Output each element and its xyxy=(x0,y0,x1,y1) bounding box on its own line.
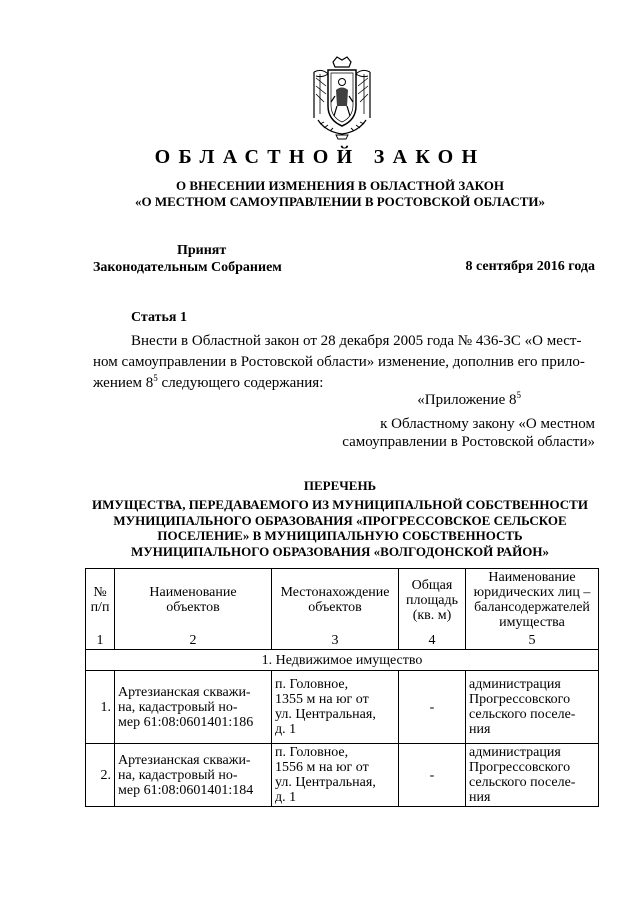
list-heading: ПЕРЕЧЕНЬ xyxy=(303,478,377,493)
cell-text: сельского поселе- xyxy=(469,775,576,790)
header-text: Общая xyxy=(411,577,453,593)
section-row xyxy=(86,650,599,671)
header-cell-number xyxy=(86,569,115,632)
subtitle-line: «О МЕСТНОМ САМОУПРАВЛЕНИИ В РОСТОВСКОЙ ОБЛАСТИ» xyxy=(135,194,545,209)
section-title: 1. Недвижимое имущество xyxy=(86,650,599,671)
cell-text: д. 1 xyxy=(275,722,297,737)
article-text-line: Внести в Областной закон от 28 декабря 2005 года № 436-ЗС «О мест- xyxy=(131,333,582,349)
article-text: жением 8 xyxy=(93,375,154,391)
cell-text: ния xyxy=(469,790,491,805)
appendix-text: самоуправлении в Ростовской области» xyxy=(342,434,595,450)
header-text: Наименование xyxy=(149,585,237,600)
object-area: - xyxy=(399,744,466,807)
list-subtitle-line: ИМУЩЕСТВА, ПЕРЕДАВАЕМОГО ИЗ МУНИЦИПАЛЬНОЙ СОБСТВЕННОСТИ xyxy=(92,497,588,512)
object-location xyxy=(272,744,399,807)
superscript: 5 xyxy=(153,373,158,383)
list-subtitle-line: МУНИЦИПАЛЬНОГО ОБРАЗОВАНИЯ «ПРОГРЕССОВСКОЕ СЕЛЬСКОЕ xyxy=(113,512,567,528)
cell-text: на, кадастровый но- xyxy=(118,699,238,715)
header-text: п/п xyxy=(90,600,110,615)
article-text-line xyxy=(93,375,323,392)
header-cell-holder xyxy=(466,569,599,632)
cell-text: Артезианская скважи- xyxy=(118,684,251,700)
article-text: следующего содержания: xyxy=(157,375,324,391)
subtitle-line: О ВНЕСЕНИИ ИЗМЕНЕНИЯ В ОБЛАСТНОЙ ЗАКОН xyxy=(176,178,504,193)
adopted-by xyxy=(93,242,282,276)
adoption-date: 8 сентября 2016 года xyxy=(465,259,595,274)
column-number-row xyxy=(86,631,599,650)
table-header-row xyxy=(86,569,599,632)
cell-text: ния xyxy=(469,722,491,737)
header-text: площадь xyxy=(406,592,458,608)
cell-text: Прогрессовского xyxy=(469,760,571,775)
header-text: объектов xyxy=(166,600,220,615)
appendix-text: к Областному закону «О местном xyxy=(380,416,595,432)
object-name xyxy=(115,671,272,744)
cell-text: 1355 м на юг от xyxy=(275,692,369,707)
header-text: № xyxy=(93,585,107,600)
object-location xyxy=(272,671,399,744)
cell-text: на, кадастровый но- xyxy=(118,767,238,783)
cell-text: ул. Центральная, xyxy=(275,775,376,790)
cell-text: п. Головное, xyxy=(275,745,349,760)
column-number: 4 xyxy=(399,631,466,650)
object-name xyxy=(115,744,272,807)
appendix-text: «Приложение 8 xyxy=(417,392,517,408)
column-number: 2 xyxy=(115,631,272,650)
row-number: 1. xyxy=(86,671,115,744)
superscript: 5 xyxy=(516,390,521,400)
cell-text: Прогрессовского xyxy=(469,692,571,707)
list-subtitle-line: ПОСЕЛЕНИЕ» В МУНИЦИПАЛЬНУЮ СОБСТВЕННОСТЬ xyxy=(157,528,523,543)
balance-holder xyxy=(466,671,599,744)
table-row xyxy=(86,671,599,744)
coat-of-arms-emblem xyxy=(306,56,378,140)
column-number: 5 xyxy=(466,631,599,650)
header-cell-area xyxy=(399,569,466,632)
article-text-line: ном самоуправлении в Ростовской области» изменение, дополнив его прило- xyxy=(93,354,585,370)
cell-text: п. Головное, xyxy=(275,677,349,692)
table-row xyxy=(86,744,599,807)
coat-of-arms-icon xyxy=(306,56,378,140)
header-text: Местонахождение xyxy=(280,585,390,600)
header-text: балансодержателей xyxy=(474,600,590,615)
cell-text: сельского поселе- xyxy=(469,707,576,722)
property-table xyxy=(85,568,599,807)
cell-text: д. 1 xyxy=(275,790,297,805)
header-text: имущества xyxy=(499,615,565,630)
row-number: 2. xyxy=(86,744,115,807)
cell-text: 1556 м на юг от xyxy=(275,760,369,775)
adopted-label: Принят xyxy=(177,243,227,258)
header-text: (кв. м) xyxy=(412,607,452,623)
header-text: объектов xyxy=(308,600,362,615)
article-heading: Статья 1 xyxy=(131,310,187,325)
cell-text: администрация xyxy=(469,677,561,692)
cell-text: мер 61:08:0601401:184 xyxy=(118,782,254,798)
column-number: 3 xyxy=(272,631,399,650)
cell-text: администрация xyxy=(469,745,561,760)
column-number: 1 xyxy=(86,631,115,650)
document-title: ОБЛАСТНОЙ ЗАКОН xyxy=(154,146,486,168)
cell-text: ул. Центральная, xyxy=(275,707,376,722)
object-area: - xyxy=(399,671,466,744)
header-cell-location xyxy=(272,569,399,632)
document-subtitle xyxy=(0,178,640,210)
list-subtitle xyxy=(0,497,640,559)
appendix-title xyxy=(342,391,595,409)
cell-text: Артезианская скважи- xyxy=(118,752,251,768)
balance-holder xyxy=(466,744,599,807)
header-text: Наименование xyxy=(488,570,576,585)
header-text: юридических лиц – xyxy=(473,585,591,600)
appendix-reference xyxy=(342,391,595,451)
adopted-body: Законодательным Собранием xyxy=(93,260,282,275)
list-subtitle-line: МУНИЦИПАЛЬНОГО ОБРАЗОВАНИЯ «ВОЛГОДОНСКОЙ РАЙОН» xyxy=(130,543,550,559)
cell-text: мер 61:08:0601401:186 xyxy=(118,714,254,730)
header-cell-name xyxy=(115,569,272,632)
